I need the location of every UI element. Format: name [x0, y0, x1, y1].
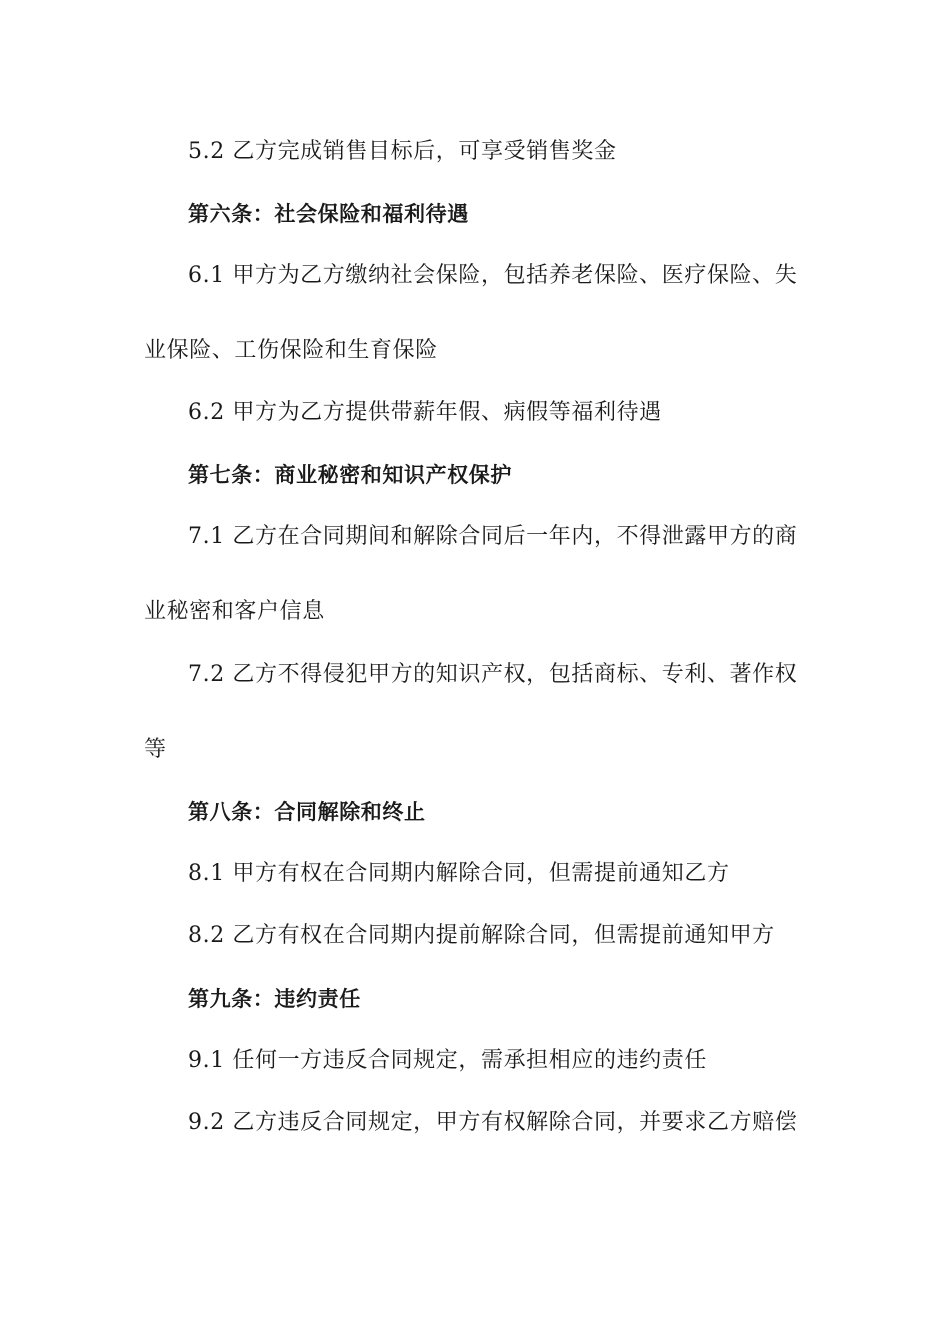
clause-7-1-continued: 业秘密和客户信息 [144, 599, 325, 624]
article-8-heading: 第八条：合同解除和终止 [188, 800, 426, 824]
clause-6-1: 6.1 甲方为乙方缴纳社会保险，包括养老保险、医疗保险、失 [188, 263, 798, 288]
clause-9-2: 9.2 乙方违反合同规定，甲方有权解除合同，并要求乙方赔偿 [188, 1110, 798, 1135]
clause-6-2: 6.2 甲方为乙方提供带薪年假、病假等福利待遇 [188, 400, 662, 425]
clause-6-1-continued: 业保险、工伤保险和生育保险 [144, 338, 438, 363]
clause-8-1: 8.1 甲方有权在合同期内解除合同，但需提前通知乙方 [188, 861, 730, 886]
clause-7-2-continued: 等 [144, 737, 167, 762]
clause-5-2: 5.2 乙方完成销售目标后，可享受销售奖金 [188, 139, 617, 164]
clause-9-1: 9.1 任何一方违反合同规定，需承担相应的违约责任 [188, 1048, 707, 1073]
clause-8-2: 8.2 乙方有权在合同期内提前解除合同，但需提前通知甲方 [188, 923, 775, 948]
clause-7-1: 7.1 乙方在合同期间和解除合同后一年内，不得泄露甲方的商 [188, 524, 798, 549]
article-6-heading: 第六条：社会保险和福利待遇 [188, 202, 469, 226]
article-9-heading: 第九条：违约责任 [188, 987, 361, 1011]
clause-7-2: 7.2 乙方不得侵犯甲方的知识产权，包括商标、专利、著作权 [188, 662, 798, 687]
article-7-heading: 第七条：商业秘密和知识产权保护 [188, 463, 512, 487]
